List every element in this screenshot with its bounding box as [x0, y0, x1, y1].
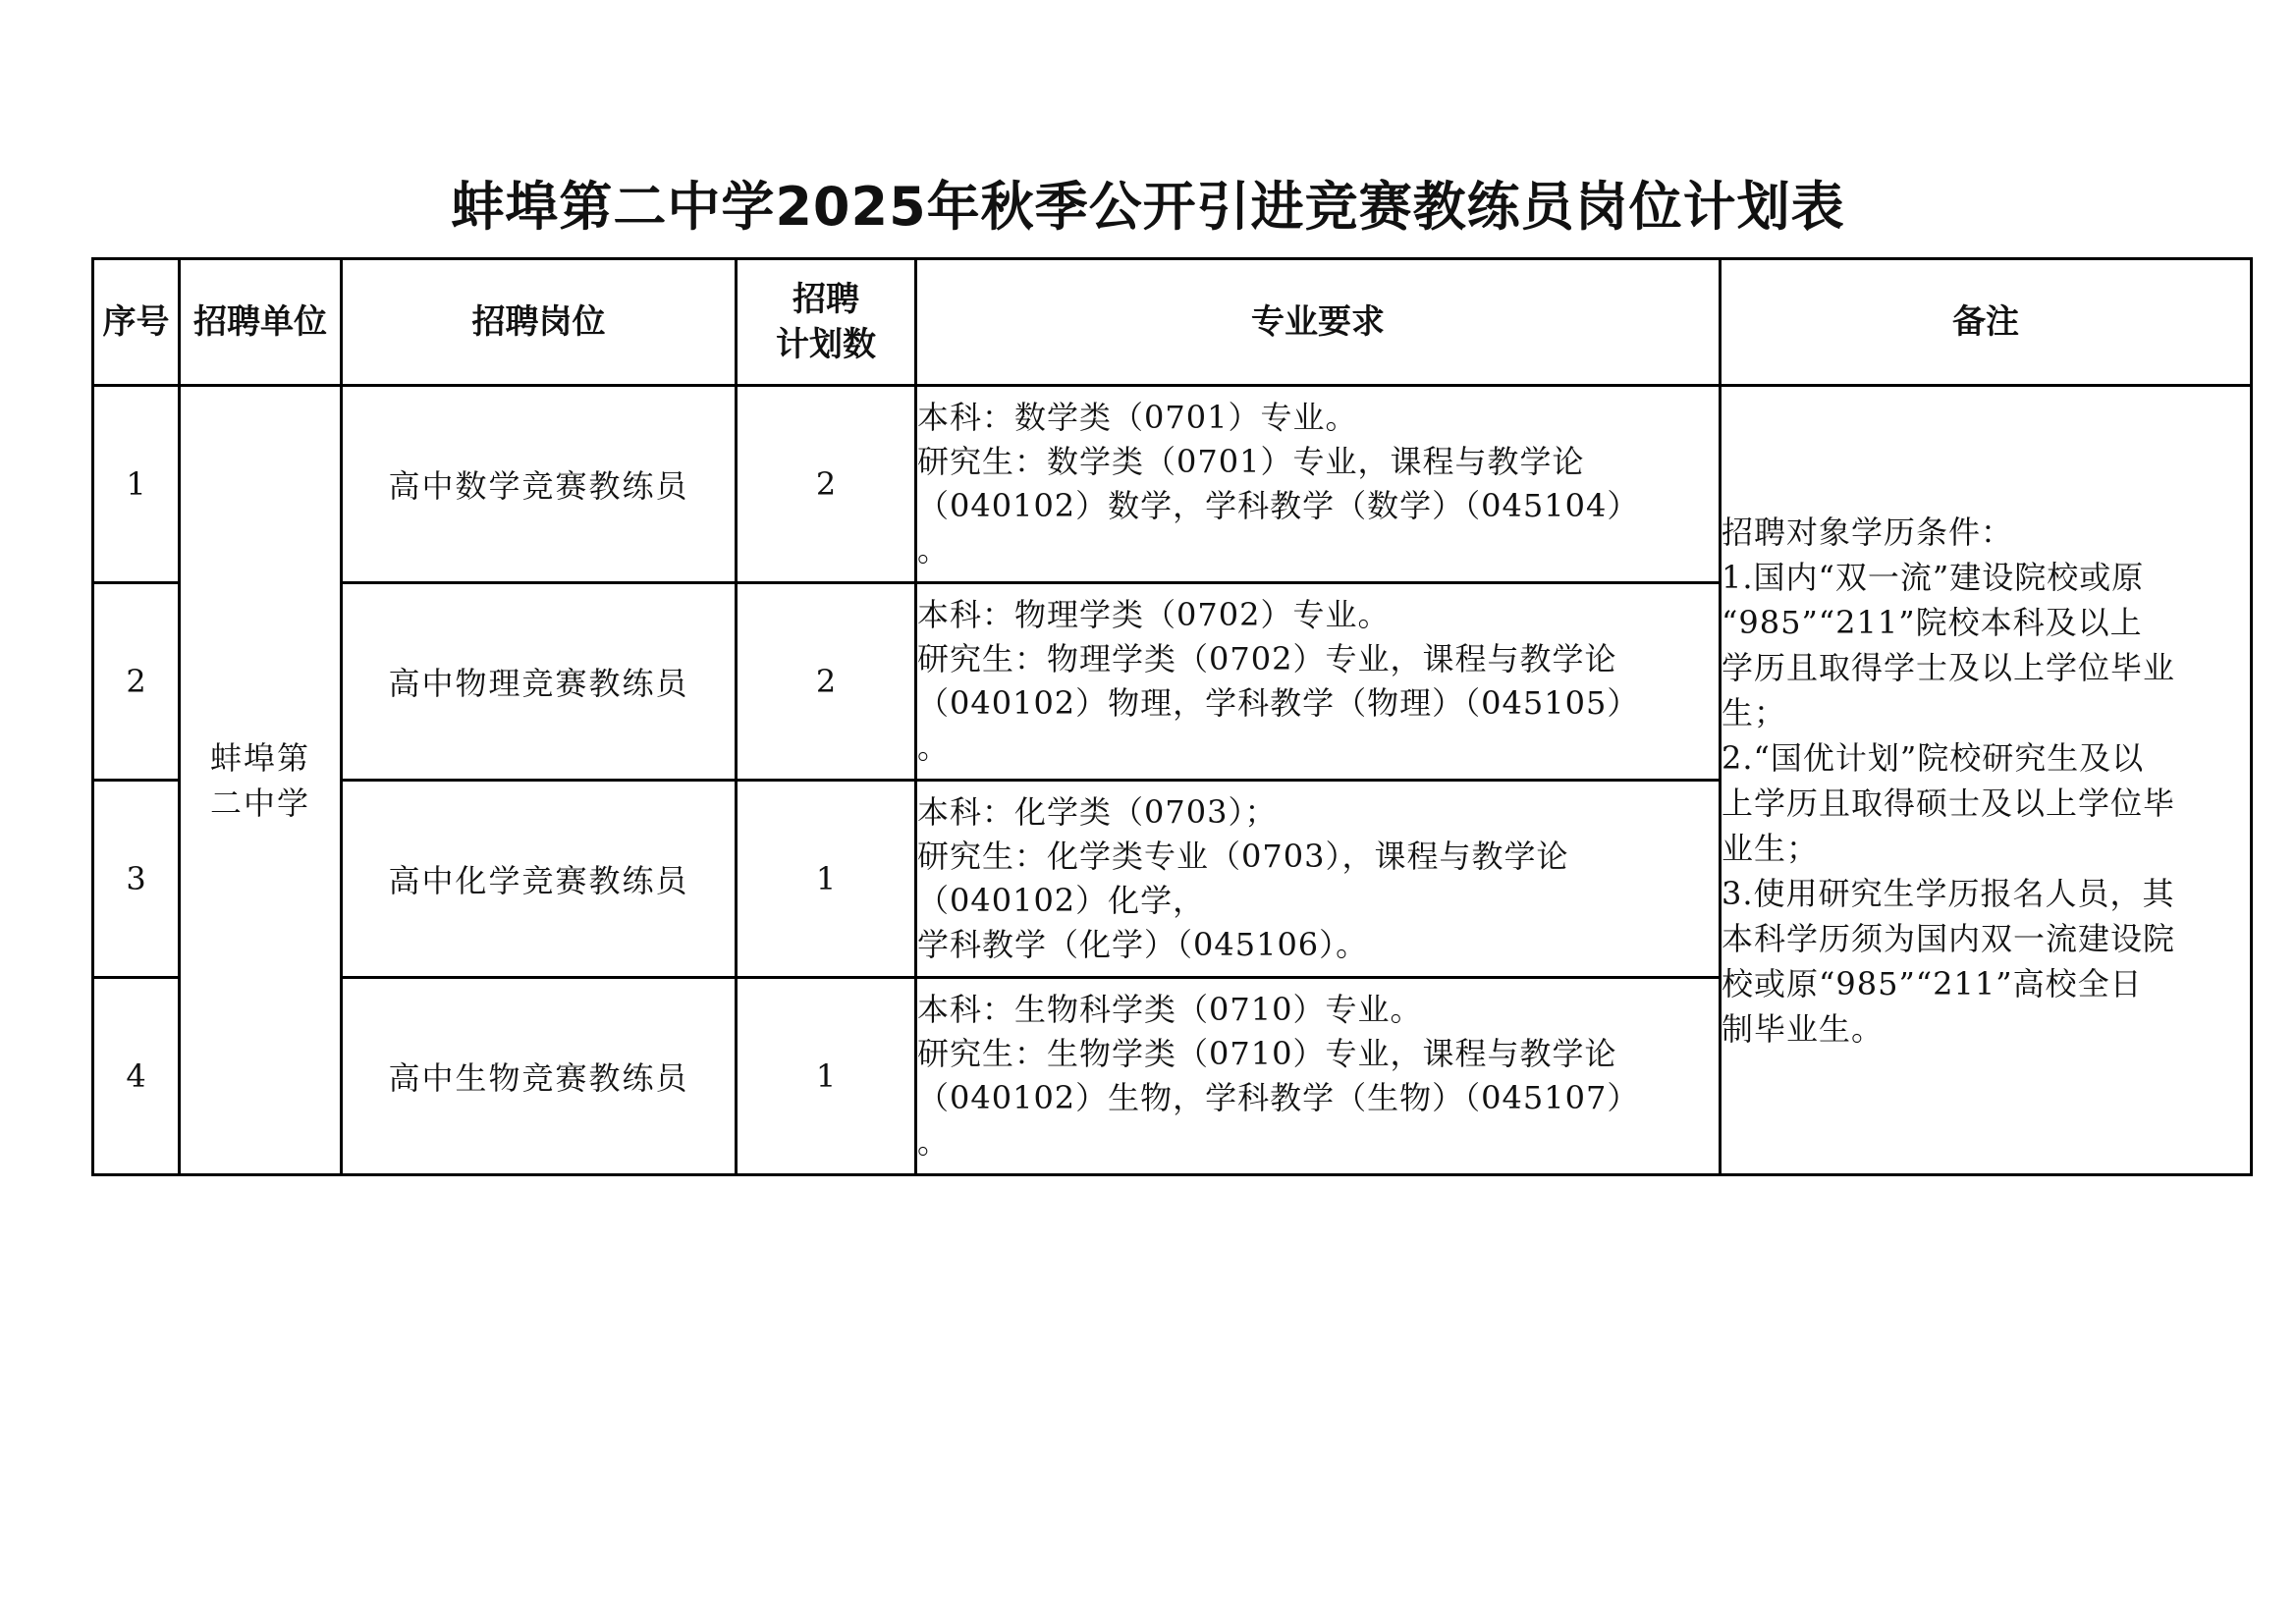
remark-line: 业生； — [1722, 829, 1820, 867]
header-plan-count-line2: 计划数 — [776, 325, 876, 364]
remark-line: 本科学历须为国内双一流建设院 — [1722, 919, 2176, 957]
header-remark: 备注 — [1721, 259, 2252, 386]
remark-cell — [1721, 386, 2252, 1175]
remark-line: 校或原“985”“211”高校全日 — [1722, 964, 2143, 1002]
header-seq: 序号 — [93, 259, 180, 386]
remark-line: 2.“国优计划”院校研究生及以 — [1722, 738, 2145, 777]
page-title: 蚌埠第二中学2025年秋季公开引进竞赛教练员岗位计划表 — [451, 176, 1845, 238]
row-major-requirement — [916, 781, 1721, 978]
major-line: 研究生：物理学类（0702）专业，课程与教学论 — [917, 640, 1617, 677]
table-row — [93, 386, 2252, 583]
remark-line: “985”“211”院校本科及以上 — [1722, 603, 2143, 641]
row-major-requirement — [916, 583, 1721, 781]
row-count: 2 — [737, 583, 916, 781]
major-line: 研究生：生物学类（0710）专业，课程与教学论 — [917, 1035, 1617, 1072]
table-header-row — [93, 259, 2252, 386]
unit-line2: 二中学 — [209, 784, 310, 822]
row-major-requirement — [916, 386, 1721, 583]
remark-line: 招聘对象学历条件： — [1722, 513, 2014, 551]
header-major: 专业要求 — [916, 259, 1721, 386]
row-position: 高中生物竞赛教练员 — [342, 978, 737, 1175]
major-line: 研究生：化学类专业（0703），课程与教学论 — [917, 838, 1569, 875]
remark-line: 生； — [1722, 693, 1787, 731]
recruiting-unit-cell — [180, 386, 342, 1175]
major-line: 本科：生物科学类（0710）专业。 — [917, 991, 1423, 1028]
major-line: 研究生：数学类（0701）专业，课程与教学论 — [917, 443, 1585, 480]
row-seq: 1 — [93, 386, 180, 583]
remark-line: 1.国内“双一流”建设院校或原 — [1722, 558, 2145, 596]
header-unit: 招聘单位 — [180, 259, 342, 386]
major-line: （040102）数学，学科教学（数学）（045104） — [917, 487, 1640, 524]
major-line: （040102）生物，学科教学（生物）（045107） — [917, 1079, 1640, 1116]
row-position: 高中物理竞赛教练员 — [342, 583, 737, 781]
remark-line: 学历且取得学士及以上学位毕业 — [1722, 648, 2176, 686]
major-line: 学科教学（化学）（045106）。 — [917, 926, 1369, 963]
major-line: （040102）物理，学科教学（物理）（045105） — [917, 684, 1640, 722]
remark-line: 制毕业生。 — [1722, 1009, 1885, 1048]
row-position: 高中数学竞赛教练员 — [342, 386, 737, 583]
remark-line: 3.使用研究生学历报名人员，其 — [1722, 874, 2175, 912]
row-seq: 2 — [93, 583, 180, 781]
row-seq: 4 — [93, 978, 180, 1175]
major-line: 本科：数学类（0701）专业。 — [917, 399, 1358, 436]
row-count: 1 — [737, 781, 916, 978]
major-line: 。 — [917, 1123, 951, 1161]
row-count: 1 — [737, 978, 916, 1175]
remark-line: 上学历且取得硕士及以上学位毕 — [1722, 784, 2176, 822]
recruitment-plan-table — [91, 257, 2253, 1176]
header-plan-count-line1: 招聘 — [793, 280, 859, 319]
header-position: 招聘岗位 — [342, 259, 737, 386]
unit-line1: 蚌埠第 — [209, 738, 310, 777]
major-line: 。 — [917, 531, 951, 568]
row-count: 2 — [737, 386, 916, 583]
header-plan-count — [737, 259, 916, 386]
major-line: （040102）化学， — [917, 882, 1206, 919]
row-major-requirement — [916, 978, 1721, 1175]
major-line: 本科：物理学类（0702）专业。 — [917, 596, 1391, 633]
row-position: 高中化学竞赛教练员 — [342, 781, 737, 978]
major-line: 本科：化学类（0703）； — [917, 793, 1278, 831]
row-seq: 3 — [93, 781, 180, 978]
major-line: 。 — [917, 729, 951, 766]
